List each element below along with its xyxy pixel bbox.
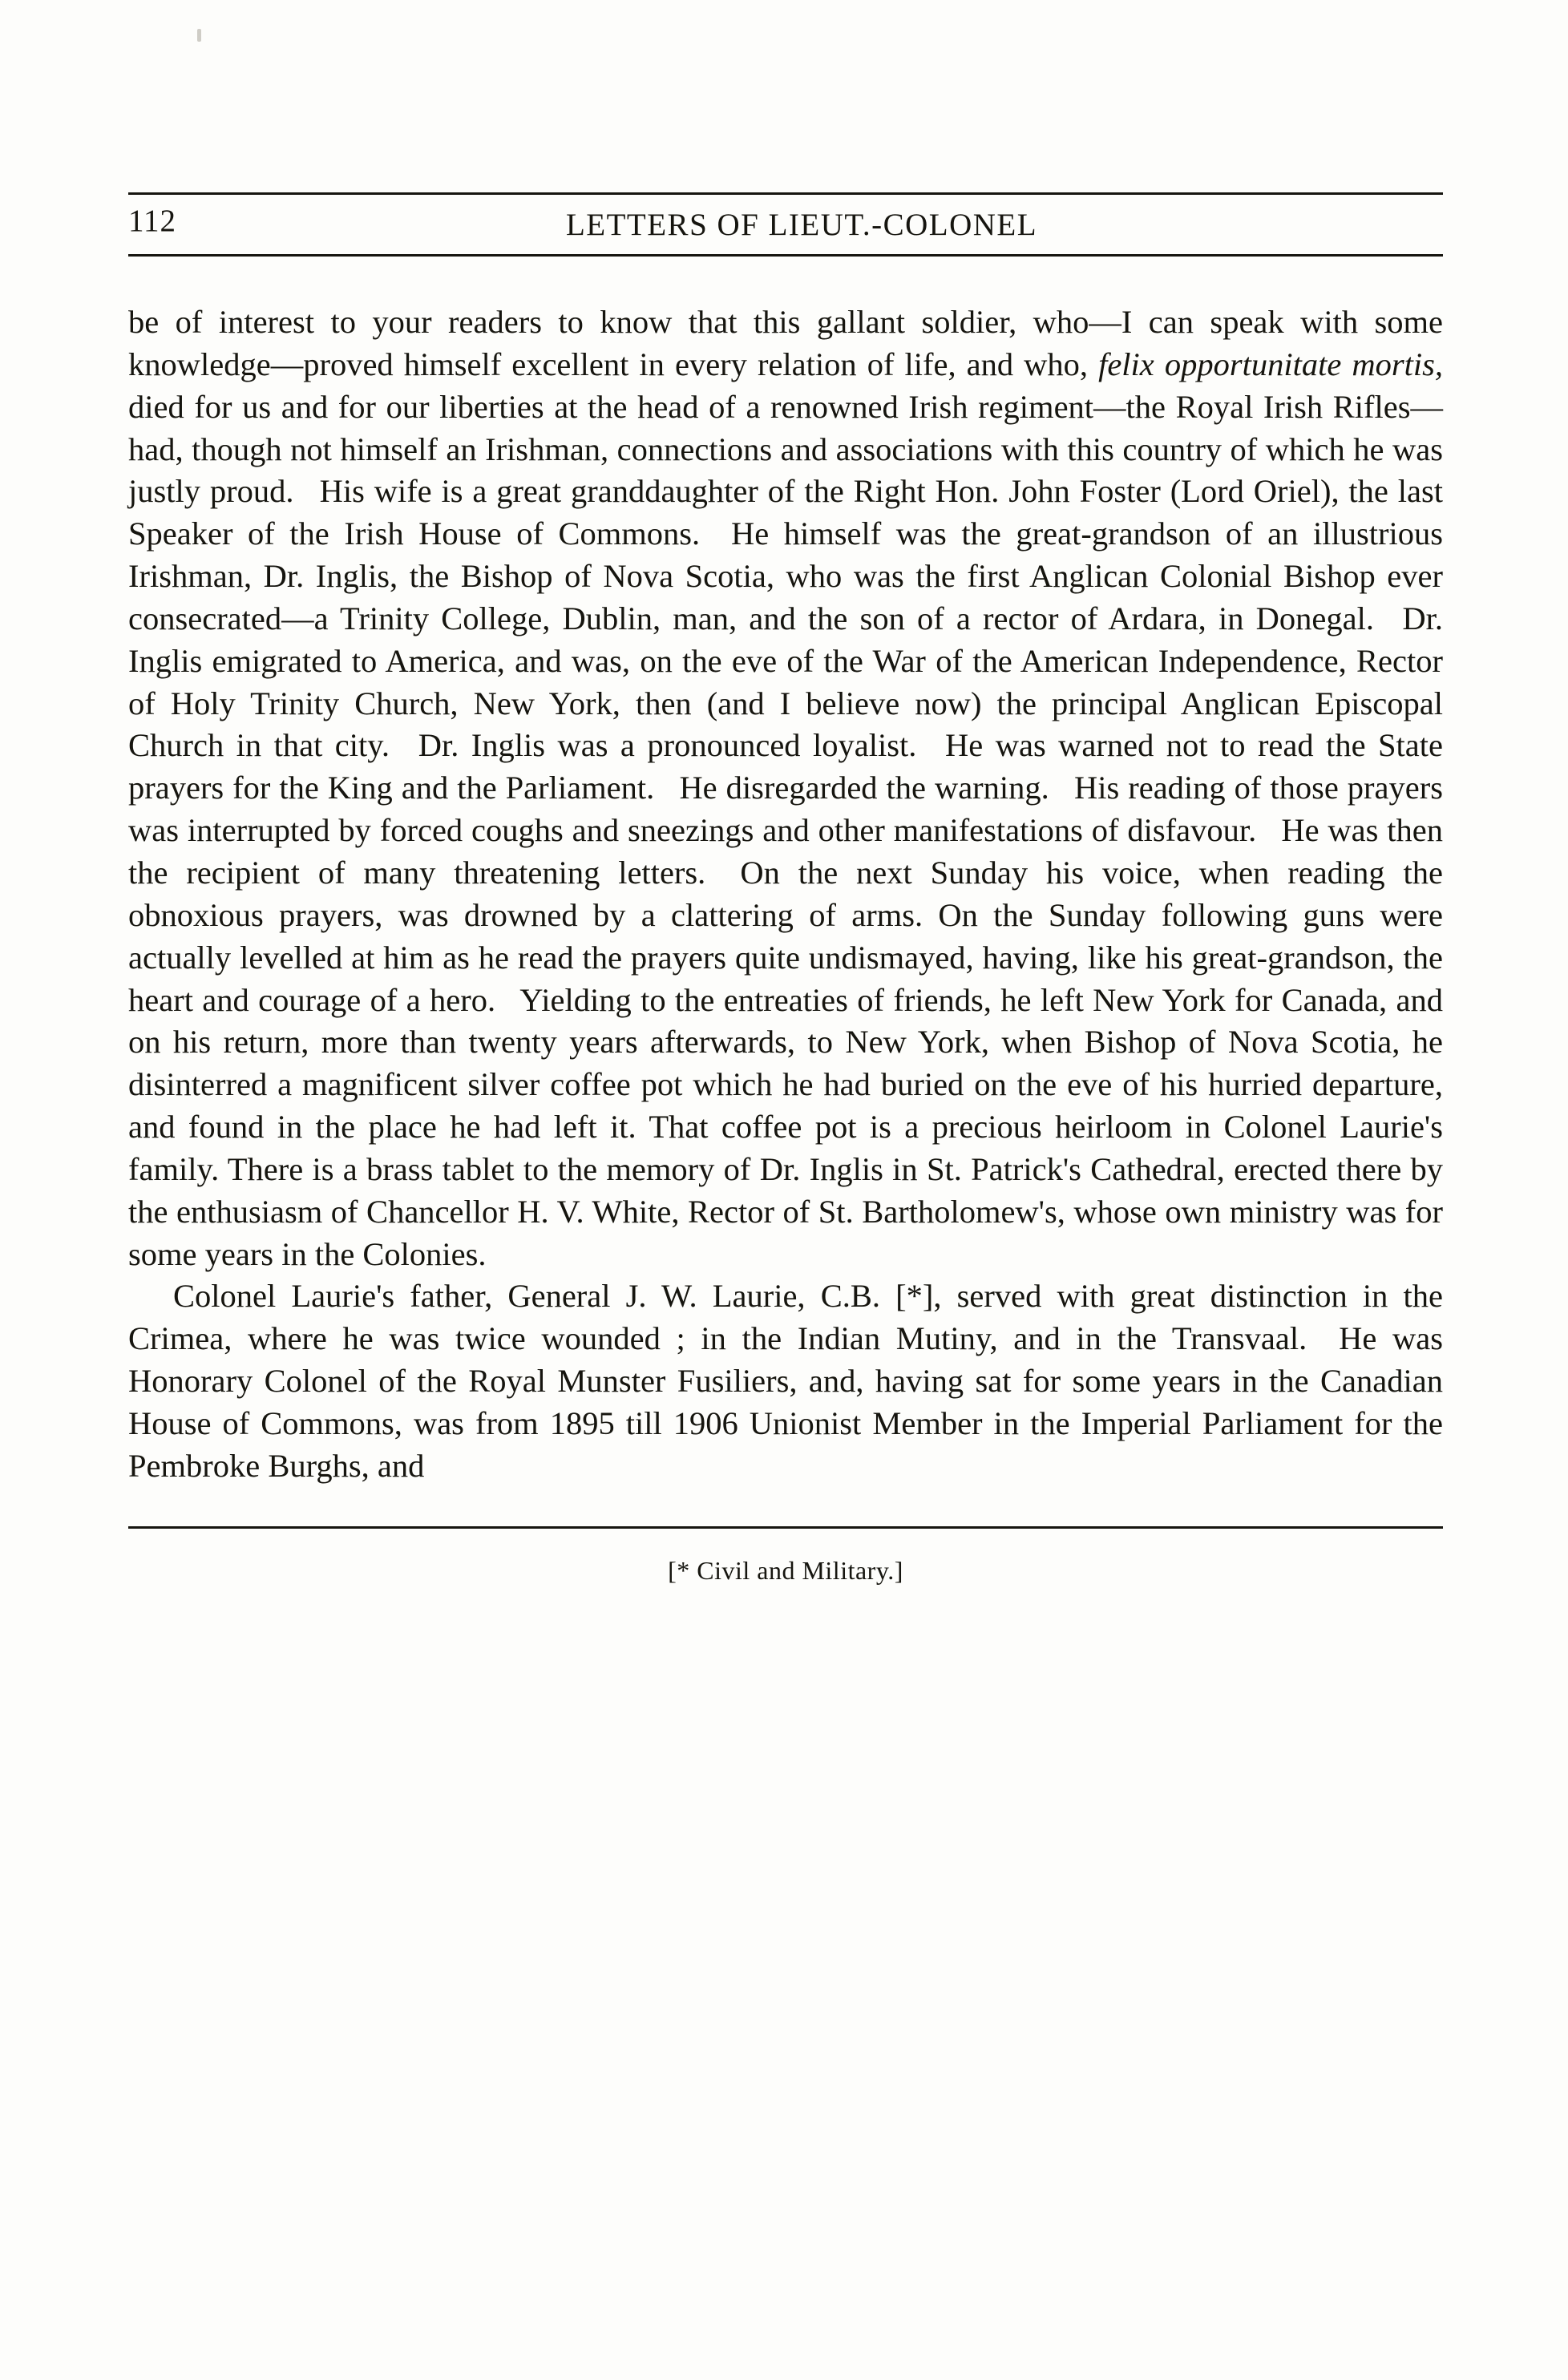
paragraph-2: Colonel Laurie's father, General J. W. Laurie, C.B. [*], served with great distinction in the Crimea, where he was twice wounded ; in the Indian Mutiny, and in the Transvaal. He was Honorary Colonel of the Royal Munster Fusiliers, and, having sat for some years in the Canadian House of Commons, was from 1895 till 1906 Unionist Member in the Imperial Parliament for the Pembroke Burghs, and bbox=[128, 1278, 1443, 1484]
paragraph-1-segment-2: died for us and for our liberties at the head of a renowned Irish regiment—the Royal Irish Rifles—had, though not himself an Irishman, connections and associations with this country of which he was justly proud. His wife is a great granddaughter of the Right Hon. John Foster (Lord Oriel), the last Speaker of the Irish House of Commons. He himself was the great-grandson of an illustrious Irishman, Dr. Inglis, the Bishop of Nova Scotia, who was the first Anglican Colonial Bishop ever consecrated—a Trinity College, Dublin, man, and the son of a rector of Ardara, in Donegal. Dr. Inglis emigrated to America, and was, on the eve of the War of the American Independence, Rector of Holy Trinity Church, New York, then (and I believe now) the principal Anglican Episcopal Church in that city. Dr. Inglis was a pronounced loyalist. He was warned not to read the State prayers for the King and the Parliament. He disregarded the warning. His reading of those prayers was interrupted by forced coughs and sneezings and other manifestations of disfavour. He was then the recipient of many threatening letters. On the next Sunday his voice, when reading the obnoxious prayers, was drowned by a clattering of arms. On the Sunday following guns were actually levelled at him as he read the prayers quite undismayed, having, like his great-grandson, the heart and courage of a hero. Yielding to the entreaties of friends, he left New York for Canada, and on his return, more than twenty years afterwards, to New York, when Bishop of Nova Scotia, he disinterred a magnificent silver coffee pot which he had buried on the eve of his hurried departure, and found in the place he had left it. That coffee pot is a precious heirloom in Colonel Laurie's family. There is a brass tablet to the memory of Dr. Inglis in St. Patrick's Cathedral, erected there by the enthusiasm of Chancellor H. V. White, Rector of St. Bartholomew's, whose own ministry was for some years in the Colonies. bbox=[128, 388, 1443, 1272]
header-rule-bottom bbox=[128, 254, 1443, 257]
footnote-rule bbox=[128, 1526, 1443, 1529]
page-number: 112 bbox=[128, 204, 177, 238]
paragraph-continued bbox=[128, 301, 1443, 1275]
running-head-title: LETTERS OF LIEUT.-COLONEL bbox=[565, 207, 1038, 242]
paragraph-1-segment-1: be of interest to your readers to know that this gallant soldier, who—I can speak with some knowledge—proved himself excellent in every relation of life, and who, bbox=[128, 304, 1443, 382]
running-head bbox=[128, 195, 1443, 254]
scan-speck bbox=[197, 29, 201, 42]
latin-phrase: felix opportunitate mortis, bbox=[1098, 345, 1444, 382]
body-text bbox=[128, 301, 1443, 1488]
page-content bbox=[128, 192, 1443, 1586]
footnote: [* Civil and Military.] bbox=[668, 1555, 903, 1585]
